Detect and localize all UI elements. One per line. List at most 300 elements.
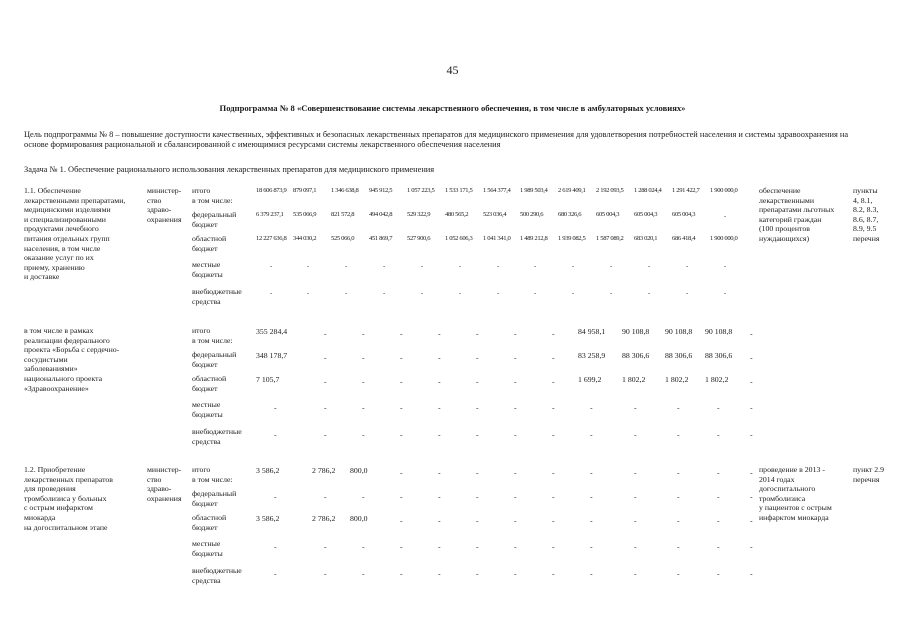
funding-value: - [459, 290, 461, 297]
funding-value: 1 346 638,8 [331, 187, 359, 194]
measure-name-line: продуктами лечебного [24, 224, 99, 234]
funding-source-label-line: средства [192, 296, 221, 306]
measure-name [24, 186, 125, 282]
expected-result-line: препаратами льготных [759, 205, 835, 215]
funding-source-label [192, 566, 242, 585]
funding-value: 800,0 [350, 466, 368, 475]
funding-value: - [590, 403, 593, 412]
funding-value: - [362, 377, 365, 386]
funding-value: - [438, 329, 441, 338]
funding-value: - [438, 430, 441, 439]
executor-line: министер- [147, 465, 182, 474]
measure-name-line: заболеваниями» [24, 364, 78, 374]
funding-value: - [400, 468, 403, 477]
funding-value: - [677, 516, 680, 525]
funding-value: - [400, 430, 403, 439]
funding-value: 88 306,6 [705, 351, 733, 360]
funding-value: 686 418,4 [672, 235, 696, 242]
expected-result-line: проведение в 2013 - [759, 465, 825, 474]
funding-value: 2 619 409,1 [558, 187, 586, 194]
funding-value: - [362, 430, 365, 439]
funding-source-label-line: бюджет [192, 498, 218, 508]
funding-value: 1 802,2 [665, 375, 689, 384]
measure-name-line: приему, хранению [24, 262, 85, 272]
funding-source-label [192, 513, 226, 532]
indicator-reference-line: перечня [853, 233, 880, 243]
funding-value: 800,0 [350, 514, 368, 523]
funding-value: - [590, 569, 593, 578]
funding-value: - [717, 468, 720, 477]
indicator-reference [853, 186, 879, 244]
measure-name-line: национального проекта [24, 373, 103, 383]
subprogram-title: Подпрограмма № 8 «Совершенствование системы лекарственного обеспечения, в том числе в амбулаторных условиях» [219, 103, 686, 113]
funding-value: - [634, 403, 637, 412]
funding-value: - [438, 403, 441, 412]
funding-value: 88 306,6 [622, 351, 650, 360]
funding-source-label-line: местные [192, 260, 221, 269]
measure-name-line: сосудистыми [24, 354, 68, 364]
funding-value: - [677, 468, 680, 477]
measure-name [24, 465, 113, 532]
indicator-reference [853, 465, 884, 484]
funding-value: - [514, 403, 517, 412]
funding-value: - [274, 492, 277, 501]
funding-source-label-line: областной [192, 234, 227, 243]
funding-source-label [192, 427, 242, 446]
funding-value: 3 586,2 [256, 466, 280, 475]
subprogram-goal: Цель подпрограммы № 8 – повышение доступности качественных, эффективных и безопасных лекарственных препаратов для медицинского применения для удовлетворения потребностей населения и системы здравоохранения на основе формирования рациональной и сбалансированной с имеющимися ресурсами системы лекарственного обеспечения населения [24, 130, 849, 149]
funding-value: 1 057 223,5 [407, 187, 435, 194]
expected-result-line: (100 процентов [759, 224, 810, 234]
funding-value: 535 066,9 [293, 211, 317, 218]
funding-value: - [270, 290, 272, 297]
expected-result-line: нуждающихся) [759, 233, 810, 243]
funding-value: - [514, 468, 517, 477]
funding-value: - [400, 329, 403, 338]
page-number: 45 [446, 63, 459, 77]
funding-value: - [634, 569, 637, 578]
funding-value: - [634, 430, 637, 439]
funding-value: 1 564 377,4 [483, 187, 511, 194]
funding-value: - [324, 569, 327, 578]
funding-value: 1 052 606,3 [445, 235, 473, 242]
funding-value: - [590, 430, 593, 439]
indicator-reference-line: пункт 2.9 [853, 465, 885, 474]
funding-source-label-line: итого [192, 186, 211, 195]
funding-value: 3 586,2 [256, 514, 280, 523]
funding-value: - [324, 542, 327, 551]
funding-source-label-line: бюджет [192, 522, 218, 532]
funding-value: - [552, 403, 555, 412]
funding-value: 500 290,6 [520, 211, 544, 218]
funding-value: - [383, 263, 385, 270]
executor-line: здраво- [147, 484, 172, 494]
funding-value: 494 042,8 [369, 211, 393, 218]
funding-source-label-line: бюджеты [192, 548, 223, 558]
funding-value: - [750, 468, 753, 477]
funding-value: - [750, 542, 753, 551]
funding-value: - [717, 569, 720, 578]
funding-value: - [345, 290, 347, 297]
funding-value: - [572, 290, 574, 297]
funding-source-label-line: бюджет [192, 383, 218, 393]
funding-value: - [552, 377, 555, 386]
funding-value: - [421, 263, 423, 270]
funding-value: - [400, 569, 403, 578]
funding-value: - [686, 263, 688, 270]
funding-source-label-line: бюджет [192, 243, 218, 253]
funding-source-label [192, 489, 236, 508]
funding-value: 2 786,2 [312, 514, 336, 523]
funding-value: - [634, 492, 637, 501]
funding-value: - [572, 263, 574, 270]
funding-value: - [552, 329, 555, 338]
expected-result [759, 186, 834, 244]
funding-value: - [438, 468, 441, 477]
funding-source-label-line: внебюджетные [192, 566, 242, 575]
funding-value: - [717, 430, 720, 439]
funding-value: - [362, 403, 365, 412]
funding-value: - [552, 353, 555, 362]
funding-value: 451 869,7 [369, 235, 393, 242]
funding-source-label [192, 465, 233, 484]
funding-source-label-line: федеральный [192, 350, 237, 359]
funding-value: - [552, 430, 555, 439]
funding-source-label [192, 400, 223, 419]
funding-value: - [438, 516, 441, 525]
funding-value: - [362, 492, 365, 501]
funding-source-label-line: внебюджетные [192, 287, 242, 296]
indicator-reference-line: 8.6, 8.7, [853, 214, 879, 224]
measure-name-line: «Здравоохранение» [24, 383, 89, 393]
measure-name-line: тромболизиса у больных [24, 493, 107, 503]
funding-value: - [324, 353, 327, 362]
funding-value: - [724, 290, 726, 297]
funding-value: - [362, 329, 365, 338]
funding-value: - [497, 290, 499, 297]
measure-name-line: и специализированными [24, 214, 106, 224]
funding-value: - [345, 263, 347, 270]
funding-source-label-line: местные [192, 539, 221, 548]
funding-value: - [400, 492, 403, 501]
measure-name-line: питания отдельных групп [24, 233, 110, 243]
indicator-reference-line: 4, 8.1, [853, 195, 873, 205]
funding-value: - [677, 569, 680, 578]
funding-value: 1 533 171,5 [445, 187, 473, 194]
funding-value: - [438, 569, 441, 578]
funding-value: - [476, 377, 479, 386]
funding-source-label-line: федеральный [192, 210, 237, 219]
funding-value: - [400, 353, 403, 362]
funding-value: - [438, 492, 441, 501]
funding-value: - [750, 569, 753, 578]
funding-value: - [552, 569, 555, 578]
indicator-reference-line: пункты [853, 186, 878, 195]
executor [147, 186, 182, 224]
funding-source-label-line: итого [192, 326, 211, 335]
funding-value: - [634, 542, 637, 551]
funding-value: - [634, 468, 637, 477]
measure-name-line: на догоспитальном этапе [24, 522, 108, 532]
funding-value: - [634, 516, 637, 525]
funding-value: - [362, 569, 365, 578]
funding-value: 90 108,8 [705, 327, 733, 336]
funding-value: 527 900,6 [407, 235, 431, 242]
funding-value: - [383, 290, 385, 297]
funding-value: - [552, 542, 555, 551]
funding-value: - [476, 353, 479, 362]
funding-value: 480 565,2 [445, 211, 469, 218]
measure-name-line: для проведения [24, 484, 76, 494]
funding-value: - [274, 430, 277, 439]
funding-value: 6 379 237,1 [256, 211, 284, 218]
funding-value: - [274, 569, 277, 578]
funding-value: - [438, 353, 441, 362]
expected-result-line: обеспечение [759, 186, 801, 195]
funding-value: - [514, 542, 517, 551]
measure-name-line: медицинскими изделиями [24, 205, 111, 215]
funding-value: - [476, 403, 479, 412]
funding-source-label-line: областной [192, 513, 227, 522]
funding-value: - [717, 492, 720, 501]
funding-value: 529 322,9 [407, 211, 431, 218]
funding-value: - [514, 329, 517, 338]
funding-value: - [750, 329, 753, 338]
expected-result-line: лекарственными [759, 195, 815, 205]
funding-value: - [750, 353, 753, 362]
funding-value: 1 802,2 [705, 375, 729, 384]
funding-value: 88 306,6 [665, 351, 693, 360]
task-heading: Задача № 1. Обеспечение рационального использования лекарственных препаратов для медицинского применения [24, 165, 435, 174]
measure-name-line: населения, в том числе [24, 243, 101, 253]
funding-source-label-line: средства [192, 575, 221, 585]
funding-value: - [514, 377, 517, 386]
funding-value: 90 108,8 [665, 327, 693, 336]
executor-line: ство [147, 474, 162, 484]
funding-source-label [192, 374, 226, 393]
funding-value: 1 939 082,5 [558, 235, 586, 242]
funding-value: 1 989 503,4 [520, 187, 548, 194]
funding-source-label [192, 234, 226, 253]
funding-value: 523 036,4 [483, 211, 507, 218]
funding-value: 879 097,1 [293, 187, 317, 194]
funding-value: - [750, 377, 753, 386]
funding-source-label-line: в том числе: [192, 195, 233, 205]
expected-result [759, 465, 832, 523]
measure-name-line: лекарственных препаратов [24, 474, 113, 484]
funding-value: - [648, 263, 650, 270]
funding-value: 83 258,9 [578, 351, 606, 360]
funding-value: - [514, 353, 517, 362]
funding-value: 605 004,3 [672, 211, 696, 218]
funding-value: - [610, 263, 612, 270]
funding-value: - [648, 290, 650, 297]
measure-name-line: реализации федерального [24, 335, 110, 345]
funding-value: - [677, 430, 680, 439]
funding-value: - [400, 516, 403, 525]
funding-source-label-line: федеральный [192, 489, 237, 498]
funding-value: - [590, 492, 593, 501]
funding-value: - [476, 516, 479, 525]
funding-value: - [677, 403, 680, 412]
funding-value: - [400, 377, 403, 386]
funding-source-label-line: средства [192, 436, 221, 446]
funding-value: 821 572,8 [331, 211, 355, 218]
funding-value: - [724, 263, 726, 270]
measure-name-line: 1.2. Приобретение [24, 465, 86, 474]
funding-value: - [514, 492, 517, 501]
funding-source-label-line: бюджеты [192, 269, 223, 279]
funding-value: - [307, 290, 309, 297]
funding-value: 12 227 636,8 [256, 235, 287, 242]
expected-result-line: категорий граждан [759, 214, 822, 224]
measure-name-line: оказание услуг по их [24, 253, 94, 263]
funding-value: 1 802,2 [622, 375, 646, 384]
measure-name-line: с острым инфарктом [24, 503, 93, 513]
funding-value: - [421, 290, 423, 297]
funding-value: - [534, 263, 536, 270]
executor-line: охранения [147, 493, 182, 503]
funding-value: - [514, 516, 517, 525]
funding-source-label-line: бюджет [192, 219, 218, 229]
funding-value: - [476, 492, 479, 501]
funding-source-label [192, 260, 223, 279]
funding-value: - [717, 542, 720, 551]
executor [147, 465, 182, 503]
funding-source-label-line: областной [192, 374, 227, 383]
funding-value: - [677, 492, 680, 501]
measure-name-line: миокарда [24, 512, 56, 522]
funding-value: - [324, 329, 327, 338]
funding-value: - [400, 403, 403, 412]
funding-value: - [476, 430, 479, 439]
funding-value: - [324, 492, 327, 501]
expected-result-line: инфарктом миокарда [759, 512, 829, 522]
funding-value: - [514, 430, 517, 439]
measure-name [24, 326, 119, 393]
funding-source-label-line: в том числе: [192, 335, 233, 345]
funding-value: 2 192 093,5 [596, 187, 624, 194]
measure-name-line: в том числе в рамках [24, 326, 94, 335]
funding-value: - [750, 403, 753, 412]
funding-source-label [192, 326, 233, 345]
measure-name-line: и доставке [24, 272, 60, 282]
indicator-reference-line: перечня [853, 474, 880, 484]
funding-value: - [717, 516, 720, 525]
funding-source-label [192, 539, 223, 558]
funding-value: - [362, 542, 365, 551]
funding-value: 18 606 873,9 [256, 187, 287, 194]
funding-source-label [192, 287, 242, 306]
funding-value: - [717, 403, 720, 412]
funding-value: - [400, 542, 403, 551]
funding-value: - [476, 569, 479, 578]
funding-value: 90 108,8 [622, 327, 650, 336]
funding-value: - [552, 516, 555, 525]
measure-name-line: лекарственными препаратами, [24, 195, 126, 205]
funding-value: 1 587 089,2 [596, 235, 624, 242]
funding-value: - [324, 403, 327, 412]
indicator-reference-line: 8.9, 9.5 [853, 224, 877, 234]
funding-value: 1 041 341,0 [483, 235, 511, 242]
funding-source-label-line: в том числе: [192, 474, 233, 484]
funding-value: - [590, 516, 593, 525]
funding-value: 525 066,0 [331, 235, 355, 242]
funding-value: - [514, 569, 517, 578]
executor-line: министер- [147, 186, 182, 195]
executor-line: охранения [147, 214, 182, 224]
funding-value: - [274, 542, 277, 551]
funding-value: - [438, 377, 441, 386]
funding-value: 355 284,4 [256, 327, 288, 336]
funding-source-label [192, 350, 236, 369]
executor-line: здраво- [147, 205, 172, 215]
funding-value: - [750, 430, 753, 439]
funding-value: - [750, 492, 753, 501]
expected-result-line: тромболизиса [759, 493, 806, 503]
funding-source-label-line: бюджеты [192, 409, 223, 419]
funding-value: 1 291 422,7 [672, 187, 700, 194]
funding-value: 7 105,7 [256, 375, 280, 384]
funding-value: - [750, 516, 753, 525]
measure-name-line: 1.1. Обеспечение [24, 186, 81, 195]
funding-value: - [270, 263, 272, 270]
funding-value: - [324, 430, 327, 439]
funding-value: - [324, 377, 327, 386]
funding-value: 683 020,1 [634, 235, 658, 242]
funding-value: - [307, 263, 309, 270]
executor-line: ство [147, 195, 162, 205]
expected-result-line: догоспитального [759, 484, 816, 494]
funding-value: - [677, 542, 680, 551]
funding-value: - [476, 329, 479, 338]
funding-value: - [459, 263, 461, 270]
funding-value: 680 326,6 [558, 211, 582, 218]
funding-value: - [362, 353, 365, 362]
funding-value: - [552, 468, 555, 477]
funding-value: - [476, 468, 479, 477]
funding-value: 1 489 212,8 [520, 235, 548, 242]
funding-source-label [192, 186, 233, 205]
expected-result-line: у пациентов с острым [759, 503, 832, 513]
funding-source-label-line: внебюджетные [192, 427, 242, 436]
funding-value: - [534, 290, 536, 297]
funding-value: - [476, 542, 479, 551]
funding-value: 2 786,2 [312, 466, 336, 475]
funding-value: - [590, 468, 593, 477]
funding-value: 84 958,1 [578, 327, 606, 336]
funding-value: - [724, 213, 726, 220]
funding-value: - [497, 263, 499, 270]
funding-value: 945 912,5 [369, 187, 393, 194]
funding-source-label-line: итого [192, 465, 211, 474]
funding-value: - [274, 403, 277, 412]
funding-value: 348 178,7 [256, 351, 288, 360]
funding-value: 605 004,3 [634, 211, 658, 218]
measure-name-line: проекта «Борьба с сердечно- [24, 345, 120, 355]
funding-value: 344 030,2 [293, 235, 317, 242]
funding-value: - [686, 290, 688, 297]
funding-source-label-line: бюджет [192, 359, 218, 369]
funding-value: 1 900 000,0 [710, 187, 738, 194]
funding-value: 1 699,2 [578, 375, 602, 384]
funding-value: 1 288 024,4 [634, 187, 662, 194]
funding-source-label [192, 210, 236, 229]
indicator-reference-line: 8.2, 8.3, [853, 205, 879, 215]
funding-value: 1 900 000,0 [710, 235, 738, 242]
expected-result-line: 2014 годах [759, 474, 795, 484]
funding-value: - [552, 492, 555, 501]
